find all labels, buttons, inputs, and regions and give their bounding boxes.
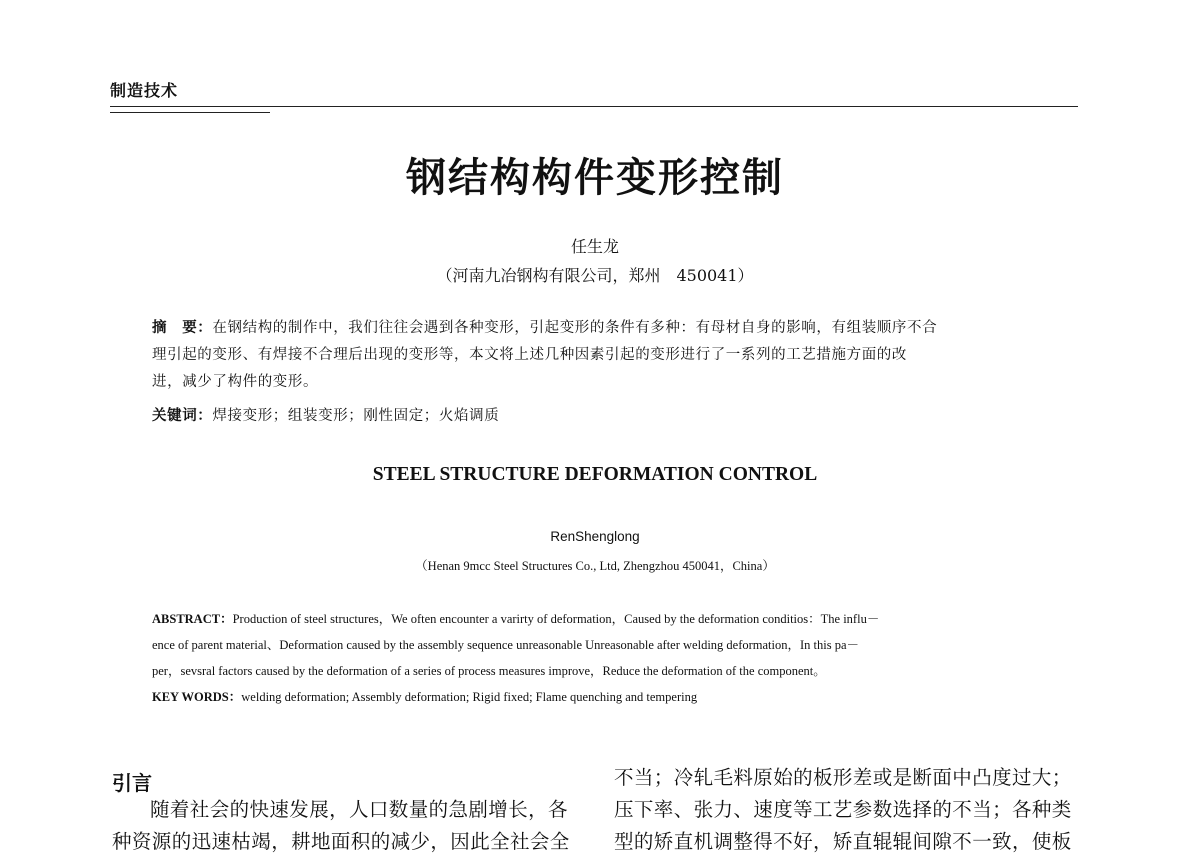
abstract-en-line: Production of steel structures，We often encounter a varirty of deformation，Caused by the deformation conditios：The influ－ [232, 612, 880, 626]
keywords-en-text: welding deformation; Assembly deformation; Rigid fixed; Flame quenching and tempering [241, 690, 698, 704]
running-header: 制造技术 [110, 81, 179, 100]
paper-title: 钢结构构件变形控制 [406, 154, 784, 201]
body-text-line: 随着社会的快速发展，人口数量的急剧增长，各 [150, 798, 568, 821]
author-en: RenShenglong [550, 529, 640, 544]
affiliation-en: （Henan 9mcc Steel Structures Co., Ltd, Zhengzhou 450041，China） [415, 559, 775, 573]
body-text-line: 压下率、张力、速度等工艺参数选择的不当；各种类 [614, 798, 1072, 821]
paper-title-en: STEEL STRUCTURE DEFORMATION CONTROL [372, 464, 818, 485]
abstract-en [152, 606, 1048, 684]
keywords-cn-label: 关键词： [152, 407, 213, 424]
keywords-en-label: KEY WORDS： [152, 690, 242, 704]
affiliation-cn: （河南九冶钢构有限公司，郑州 450041） [436, 266, 754, 285]
header-rule [110, 106, 1078, 107]
abstract-en-line: ence of parent material、Deformation caused by the assembly sequence unreasonable Unreasonable after welding deformation，In this pa－ [152, 638, 860, 652]
abstract-en-line: per，sevsral factors caused by the deformation of a series of process measures improve，Reduce the deformation of the component。 [152, 664, 826, 678]
body-text-line: 型的矫直机调整得不好，矫直辊辊间隙不一致，使板 [614, 830, 1072, 853]
keywords-cn [152, 404, 1052, 425]
abstract-cn-line: 理引起的变形、有焊接不合理后出现的变形等，本文将上述几种因素引起的变形进行了一系列的工艺措施方面的改 [152, 347, 907, 363]
author-cn: 任生龙 [570, 237, 619, 256]
header-rule-short [110, 112, 270, 113]
keywords-cn-text: 焊接变形；组装变形；刚性固定；火焰调质 [212, 408, 500, 424]
body-text-line: 种资源的迅速枯竭，耕地面积的减少，因此全社会全 [112, 830, 570, 853]
section-heading-intro: 引言 [112, 771, 152, 795]
keywords-en [152, 687, 1048, 705]
abstract-cn-line: 进，减少了构件的变形。 [152, 374, 319, 390]
abstract-en-label: ABSTRACT： [152, 612, 233, 626]
body-text-line: 不当；冷轧毛料原始的板形差或是断面中凸度过大； [614, 766, 1072, 789]
abstract-cn-line: 在钢结构的制作中，我们往往会遇到各种变形，引起变形的条件有多种：有母材自身的影响，有组装顺序不合 [212, 320, 938, 336]
abstract-cn [152, 314, 1052, 396]
abstract-cn-label: 摘 要： [152, 319, 213, 336]
